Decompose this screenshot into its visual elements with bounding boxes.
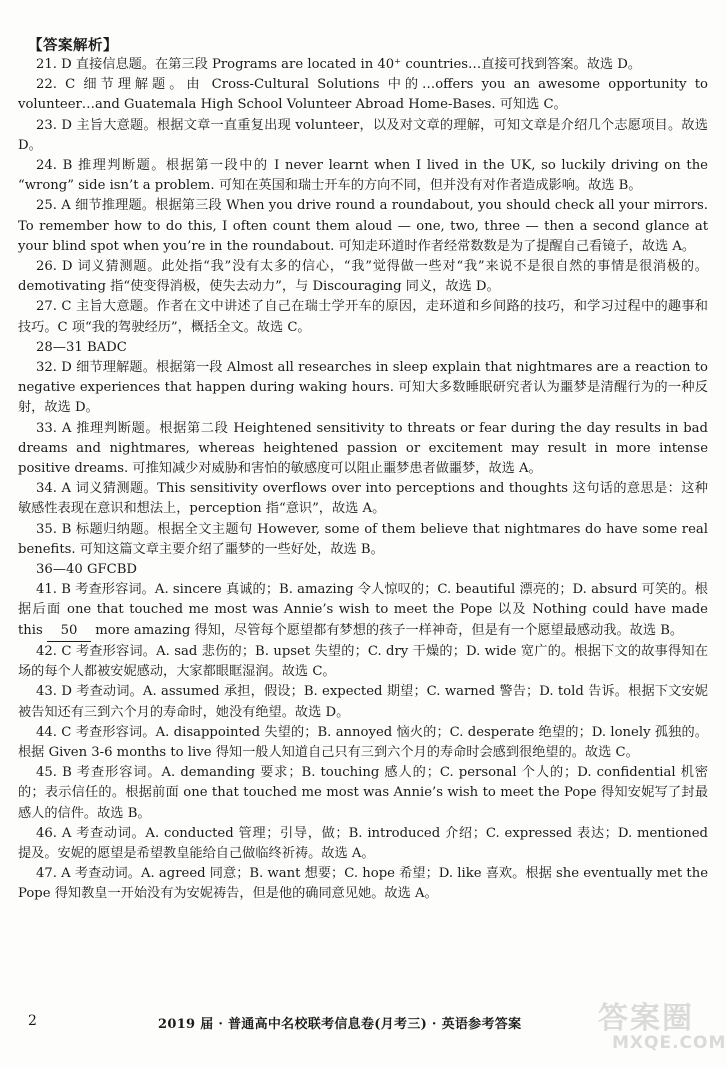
answer-42: 42. C 考查形容词。A. sad 悲伤的；B. upset 失望的；C. dry 干燥的；D. wide 宽广的。根据下文的故事得知在场的每个人都被安妮感动，大家都眼眶湿润。故选 C。 bbox=[18, 643, 708, 680]
answer-33: 33. A 推理判断题。根据第二段 Heightened sensitivity to threats or fear during the day results in bad dreams and nightmares, whereas heightened passion or excitement may result in more intense positive dreams. 可推知减少对威胁和害怕的敏感度可以阻止噩梦患者做噩梦，故选 A。 bbox=[18, 420, 708, 477]
answer-43: 43. D 考查动词。A. assumed 承担，假设；B. expected 期望；C. warned 警告；D. told 告诉。根据下文安妮被告知还有三到六个月的寿命时，她没有绝望。故选 D。 bbox=[18, 684, 708, 720]
answer-27: 27. C 主旨大意题。作者在文中讲述了自己在瑞士学开车的原因，走环道和乡间路的技巧，和学习过程中的趣事和技巧。C 项“我的驾驶经历”，概括全文。故选 C。 bbox=[18, 299, 708, 335]
answer-26: 26. D 词义猜测题。此处指“我”没有太多的信心，“我”觉得做一些对“我”来说不是很自然的事情是很消极的。demotivating 指“使变得消极，使失去动力”，与 Discouraging 同义，故选 D。 bbox=[18, 259, 708, 295]
page-number: 2 bbox=[28, 1013, 37, 1029]
answer-21: 21. D 直接信息题。在第三段 Programs are located in 40⁺ countries…直接可找到答案。故选 D。 bbox=[36, 57, 642, 72]
footer-title: 2019 届 · 普通高中名校联考信息卷(月考三) · 英语参考答案 bbox=[158, 1017, 522, 1032]
section-header: 【答案解析】 bbox=[28, 38, 118, 54]
watermark-bottom-text: MXQE.COM bbox=[612, 1033, 726, 1053]
answer-34: 34. A 词义猜测题。This sensitivity overflows over into perceptions and thoughts 这句话的意思是：这种敏感性表现在意识和想法上，perception 指“意识”，故选 A。 bbox=[18, 481, 708, 517]
answer-47: 47. A 考查动词。A. agreed 同意；B. want 想要；C. hope 希望；D. like 喜欢。根据 she eventually met the Pope 得知教皇一开始没有为安妮祷告，但是他的确同意见她。故选 A。 bbox=[18, 866, 708, 902]
answer-35: 35. B 标题归纳题。根据全文主题句 However, some of them believe that nightmares do have some real benefits. 可知这篇文章主要介绍了噩梦的一些好处，故选 B。 bbox=[18, 521, 708, 557]
answer-25: 25. A 细节推理题。根据第三段 When you drive round a roundabout, you should check all your mirrors. To remember how to do this, I often count them aloud — one, two, three — then a second glance at your blind spot when you’re in the roundabout. 可知走环道时作者经常数数是为了提醒自己看镜子，故选 A。 bbox=[18, 198, 708, 254]
answer-44: 44. C 考查形容词。A. disappointed 失望的；B. annoyed 恼火的；C. desperate 绝望的；D. lonely 孤独的。根据 Given 3-6 months to live 得知一般人知道自己只有三到六个月的寿命时会感到很绝望的。故选 C。 bbox=[18, 724, 708, 760]
answer-41 bbox=[18, 580, 708, 642]
answer-41-text: 41. B 考查形容词。A. sincere 真诚的；B. amazing 令人惊叹的；C. beautiful 漂亮的；D. absurd 可笑的。根据后面 one that touched me most was Annie’s wish to meet the Pope 以及 Nothing could have made this bbox=[18, 582, 708, 638]
answer-explanations bbox=[18, 55, 708, 905]
answer-45: 45. B 考查形容词。A. demanding 要求；B. touching 感人的；C. personal 个人的；D. confidential 机密的；表示信任的。根据前面 one that touched me most was Annie’s wish to meet the Pope 得知安妮写了封最感人的信件。故选 B。 bbox=[18, 765, 708, 821]
answer-23: 23. D 主旨大意题。根据文章一直重复出现 volunteer，以及对文章的理解，可知文章是介绍几个志愿项目。故选 D。 bbox=[18, 117, 708, 153]
answer-32: 32. D 细节理解题。根据第一段 Almost all researches in sleep explain that nightmares are a reaction to negative experiences that happen during waking hours. 可知大多数睡眠研究者认为噩梦是清醒行为的一种反射，故选 D。 bbox=[18, 360, 708, 416]
watermark-logo bbox=[592, 993, 726, 1055]
answer-41-continued: more amazing 得知，尽管每个愿望都有梦想的孩子一样神奇，但是有一个愿望最感动我。故选 B。 bbox=[95, 622, 684, 638]
answer-28-31: 28—31 BADC bbox=[36, 339, 127, 355]
answer-24: 24. B 推理判断题。根据第一段中的 I never learnt when I lived in the UK, so luckily driving on the “wrong” side isn’t a problem. 可知在英国和瑞士开车的方向不同，但并没有对作者造成影响。故选 B。 bbox=[18, 158, 708, 194]
answer-36-40: 36—40 GFCBD bbox=[36, 562, 137, 578]
watermark-top-text: 答案圈 bbox=[598, 1001, 694, 1036]
answer-46: 46. A 考查动词。A. conducted 管理；引导，做；B. introduced 介绍；C. expressed 表达；D. mentioned 提及。安妮的愿望是希望教皇能给自己做临终祈祷。故选 A。 bbox=[18, 825, 708, 861]
blank-number: 50 bbox=[47, 621, 91, 642]
answer-22: 22. C 细节理解题。由 Cross-Cultural Solutions 中的…offers you an awesome opportunity to volunteer…and Guatemala High School Volunteer Abroad Home-Bases. 可知选 C。 bbox=[18, 77, 708, 113]
